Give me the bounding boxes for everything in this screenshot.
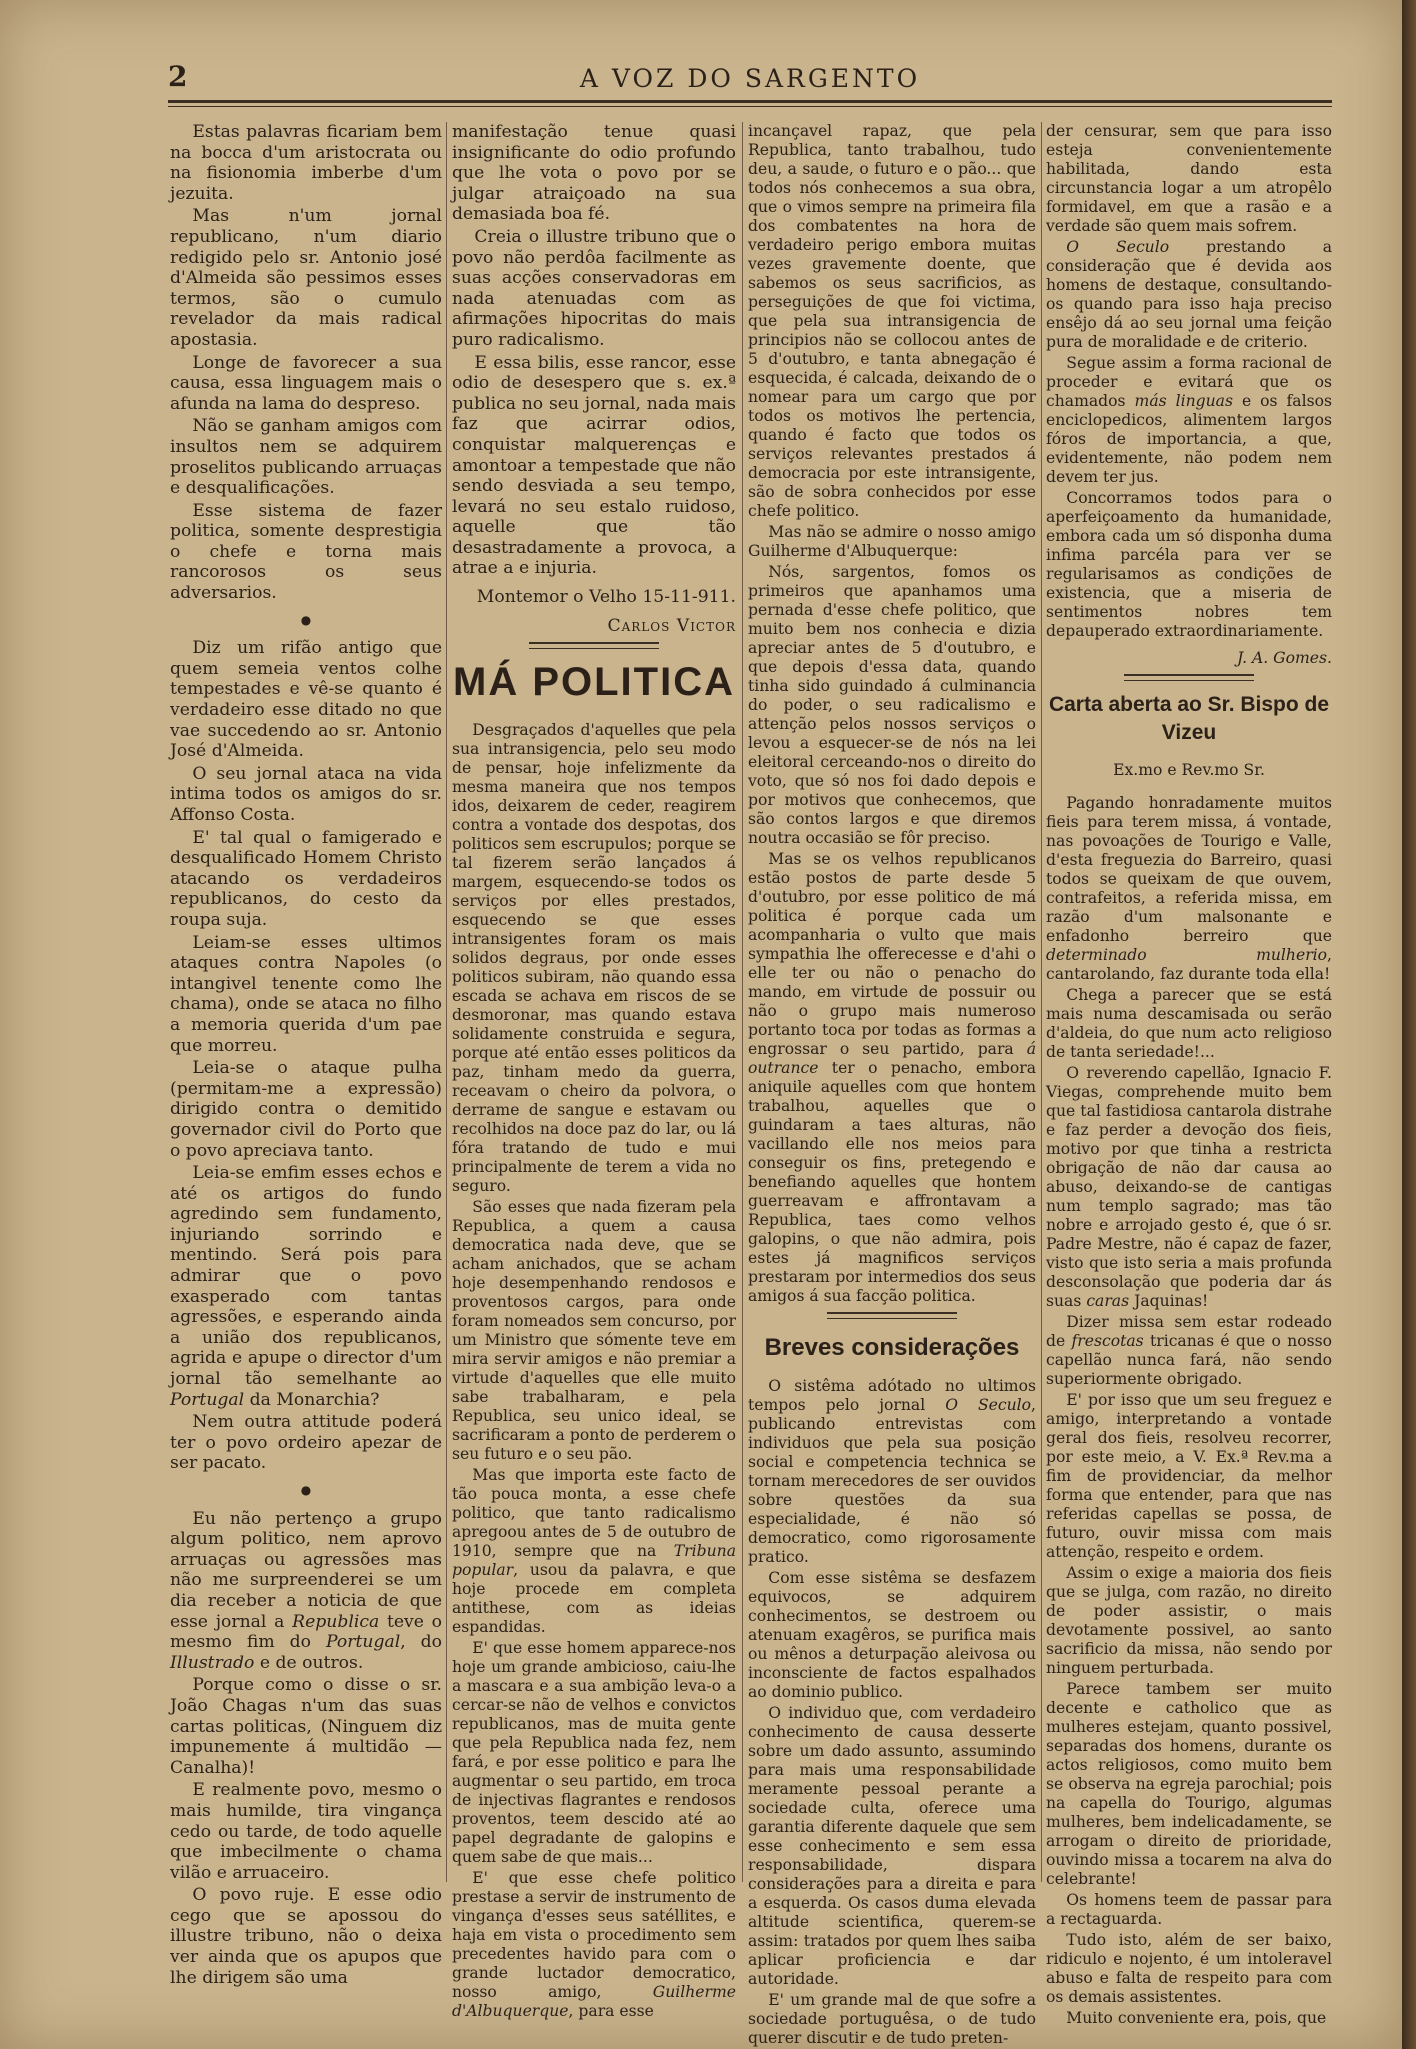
paragraph: Os homens teem de passar para a rectaguarda. [1046,1891,1332,1928]
paragraph: O individuo que, com verdadeiro conhecimento de causa desserte sobre um dado assunto, assumindo para mais uma responsabilidade meramente pessoal perante a sociedade culta, oferece uma garantia diferente daquele que sem esse conhecimento e sem essa responsabilidade, dispara considerações para a direita e para a esquerda. Os casos duma elevada altitude scientifica, querem-se assim: tratados por quem lhes saiba aplicar proficiencia e dar autoridade. [748,1704,1036,1988]
paragraph: São esses que nada fizeram pela Republica, a quem a causa democratica nada deve, que se acham anichados, que se acham hoje desempenhando rendosos e proventosos cargos, para onde foram nomeados sem concurso, por um Ministro que sómente teve em mira servir amigos e não premiar a virtude d'aquelles que elle muito sabe trabalharam, e pela Republica, seu unico ideal, se sacrificaram a ponto de perderem o seu futuro e o seu pão. [452,1198,736,1464]
paragraph: O reverendo capellão, Ignacio F. Viegas, comprehende muito bem que tal fastidiosa cantarola distrahe e faz perder a devoção dos fieis, motivo por que tinha a restricta obrigação de não dar causa ao abuso, deixando-se de cantigas num templo sagrado; mas tão nobre e arrojado gesto é, que ó sr. Padre Mestre, não é capaz de fazer, visto que isto seria a mais profunda desconsolação que poderia dar ás suas caras Jaquinas! [1046,1064,1332,1310]
page-header [168,58,1332,98]
paragraph: Concorramos todos para o aperfeiçoamento da humanidade, embora cada um só disponha duma infima parcéla para ver se regularisamos as condições de existencia, que a miseria de sentimentos nobres tem depauperado extraordinariamente. [1046,489,1332,640]
paragraph: incançavel rapaz, que pela Republica, tanto trabalhou, tudo deu, a saude, o futuro e o pão... que todos nós conhecemos a sua obra, que o vimos sempre na primeira fila dos combatentes na hora de verdadeiro perigo embora muitas vezes gravemente doente, que sabemos os seus sacrificios, as perseguições de que foi victima, que pela sua intransigencia de principios não se collocou antes de 5 d'outubro, e tanta abnegação é esquecida, é calcada, deixando de o nomear para um cargo que por todos os motivos lhe pertencia, quando é facto que todos os serviços relevantes prestados á democracia por este intransigente, são de sobra conhecidos por esse chefe politico. [748,122,1036,520]
paragraph: E' que esse chefe politico prestase a servir de instrumento de vingança d'esses seus satéllites, e haja em vista o procedimento sem precedentes havido para com o grande luctador democratico, nosso amigo, Guilherme d'Albuquerque, para esse [452,1869,736,2021]
paragraph: Nem outra attitude poderá ter o povo ordeiro apezar de ser pacato. [170,1412,442,1474]
paragraph: Leia-se o ataque pulha (permitam-me a expressão) dirigido contra o demitido governador civil do Porto que o povo apreciava tanto. [170,1058,442,1161]
paragraph: Parece tambem ser muito decente e catholico que as mulheres estejam, quanto possivel, separadas dos homens, durante os actos religiosos, como muito bem se observa na egreja parochial; pois na capella do Tourigo, algumas mulheres, bem indelicadamente, se arrogam o direito de prioridade, ouvindo missa a tocarem na alva do celebrante! [1046,1680,1332,1888]
paragraph: Esse sistema de fazer politica, somente desprestigia o chefe e torna mais rancorosos os seus adversarios. [170,500,442,604]
binding-edge [1402,0,1416,2049]
paragraph: O sistêma adótado no ultimos tempos pelo jornal O Seculo, publicando entrevistas com individuos que pela sua posição social e competencia technica se tornam merecedores de ser ouvidos sobre questões da sua especialidade, é não só democratico, como rigorosamente pratico. [748,1377,1036,1566]
ornament-rule [1124,674,1254,681]
column-2 [452,122,736,2021]
section-dot: ● [300,1483,312,1497]
paragraph: Creia o illustre tribuno que o povo não perdôa facilmente as suas acções conservadoras em nada atenuadas com as afirmações hipocritas do mais puro radicalismo. [452,226,736,350]
masthead-title: A VOZ DO SARGENTO [579,64,921,93]
paragraph: O Seculo prestando a consideração que é devida aos homens de destaque, consultando-os quando para isso haja preciso ensêjo dá ao seu jornal uma feição pura de moralidade e de criterio. [1046,238,1332,351]
paragraph: E realmente povo, mesmo o mais humilde, tira vingança cedo ou tarde, de todo aquelle que imbecilmente o chama vilão e arruaceiro. [170,1780,442,1883]
paragraph: Longe de favorecer a sua causa, essa linguagem mais o afunda na lama do despreso. [170,352,442,414]
article-author: Carlos Victor [607,615,736,636]
paragraph: Eu não pertenço a grupo algum politico, nem aprovo arruaças ou agressões mas não me surpreenderei se um dia receber a noticia de que esse jornal a Republica teve o mesmo fim do Portugal, do Illustrado e de outros. [170,1508,442,1673]
salutation: Ex.mo e Rev.mo Sr. [1113,761,1265,779]
paragraph: Mas que importa este facto de tão pouca monta, a esse chefe politico, que tanto radicalismo apregoou antes de 5 de outubro de 1910, sempre que na Tribuna popular, usou da palavra, e que hoje procede em completa antithese, com as ideias espandidas. [452,1466,736,1637]
paragraph: manifestação tenue quasi insignificante do odio profundo que lhe vota o povo por se julgar atraiçoado na sua demasiada boa fé. [452,122,736,225]
paragraph: Muito conveniente era, pois, que [1066,2009,1327,2027]
paragraph: Nós, sargentos, fomos os primeiros que apanhamos uma pernada d'esse chefe politico, que muito bem nos conhecia e dizia apreciar antes de 5 d'outubro, e que depois d'essa data, quando tinha sido guindado á culminancia do poder, o seu radicalismo e attenção pelos nossos serviços o levou a esquecer-se de nós na lei eleitoral cerceando-nos o direito do voto, que só nos foi dado depois e por motivos que conhecemos, que são contos largos e que diremos noutra occasião se fôr preciso. [748,563,1036,847]
paragraph: Dizer missa sem estar rodeado de frescotas tricanas é que o nosso capellão nunca fará, não sendo superiormente obrigado. [1046,1313,1333,1388]
column-4 [1046,122,1333,2027]
paragraph: Porque como o disse o sr. João Chagas n'um das suas cartas politicas, (Ninguem diz impunemente á multidão — Canalha)! [170,1675,442,1778]
paragraph: der censurar, sem que para isso esteja convenientemente habilitada, dando esta circunstancia logar a um atropêlo formidavel, em que a rasão e a verdade são quem mais sofrem. [1046,122,1332,235]
header-rule-thin [168,106,1332,107]
article-subhead: Breves considerações [764,1334,1020,1361]
paragraph: Mas não se admire o nosso amigo Guilherme d'Albuquerque: [748,523,1036,560]
article-headline: MÁ POLITICA [453,660,735,705]
column-divider [446,122,447,1882]
paragraph: O povo ruje. E esse odio cego que se apossou do illustre tribuno, não o deixa ver ainda que os apupos que lhe dirigem são uma [170,1885,442,1988]
paragraph: E' tal qual o famigerado e desqualificado Homem Christo atacando os verdadeiros republicanos, do cesto da roupa suja. [170,827,442,930]
column-divider [1041,122,1042,1882]
article-author: J. A. Gomes. [1237,649,1332,667]
paragraph: Com esse sistêma se desfazem equivocos, se adquirem conhecimentos, se destroem ou atenuam exagêros, se purifica mais ou mênos a deturpação aleivosa ou inconsciente de factos espalhados ao dominio publico. [748,1569,1036,1701]
article-subhead: Carta aberta ao Sr. Bispo de Vizeu [1048,693,1330,744]
ornament-rule [827,1312,957,1319]
paragraph: Diz um rifão antigo que quem semeia ventos colhe tempestades e vê-se quanto é verdadeiro esse ditado no que vae succedendo ao sr. Antonio José d'Almeida. [170,638,442,762]
paragraph: Desgraçados d'aquelles que pela sua intransigencia, pelo seu modo de pensar, hoje infelizmente da mesma maneira que nos tempos idos, deixarem de ceder, reagirem contra a vontade dos despotas, dos politicos sem escrupulos; porque se tal fizerem serão lançados á margem, esquecendo-se todos os serviços por elles prestados, esquecendo se que esses intransigentes foram os mais solidos degraus, por onde esses politicos subiram, não quando essa escada se achava em riscos de se desmoronar, mas quando estava solidamente construida e segura, porque até então esses politicos da paz, tinham medo da guerra, receavam o cheiro da polvora, o derrame de sangue e estavam ou recolhidos na doce paz do lar, ou lá fóra tratando de tudo e mui principalmente de terem a vida no seguro. [452,721,736,1196]
paragraph: Mas n'um jornal republicano, n'um diario redigido pelo sr. Antonio josé d'Almeida são pessimos esses termos, são o cumulo revelador da mais radical apostasia. [170,206,442,350]
header-rule [168,100,1332,103]
paragraph: Pagando honradamente muitos fieis para terem missa, á vontade, nas povoações de Tourigo e Valle, d'esta freguezia do Barreiro, quasi todos se queixam de que ouvem, contrafeitos, a referida missa, em razão d'um malsonante e enfadonho berreiro que determinado mulherio, cantarolando, faz durante toda ella! [1046,794,1332,983]
paragraph: E essa bilis, esse rancor, esse odio de desespero que s. ex.ª publica no seu jornal, nada mais faz que acirrar odios, conquistar malquerenças e amontoar a tempestade que não sendo desviada a seu tempo, levará no seu estalo ruidoso, aquelle que tão desastradamente a provoca, a atrae a e injuria. [452,352,736,579]
column-1 [170,122,442,1988]
paragraph: Leiam-se esses ultimos ataques contra Napoles (o intangivel tenente como lhe chama), onde se ataca no filho a memoria querida d'um pae que morreu. [170,932,442,1056]
paragraph: Assim o exige a maioria dos fieis que se julga, com razão, no direito de poder assistir, o mais devotamente possivel, ao santo sacrificio da missa, não sendo por ninguem perturbada. [1046,1564,1332,1677]
paragraph: E' um grande mal de que sofre a sociedade portuguêsa, o de tudo querer discutir e de tudo preten- [748,1991,1036,2047]
ornament-rule [529,642,659,649]
paragraph: E' por isso que um seu freguez e amigo, interpretando a vontade geral dos fieis, resolveu recorrer, por este meio, a V. Ex.ª Rev.ma a fim de providenciar, da melhor forma que entender, para que nas referidas capellas se possa, de futuro, ouvir missa com mais attenção, respeito e ordem. [1046,1391,1332,1561]
paragraph: Segue assim a forma racional de proceder e evitará que os chamados más linguas e os falsos enciclopedicos, alimentem largos fóros de importancia, a que, evidentemente, não podem nem devem ter jus. [1046,354,1332,486]
paragraph: O seu jornal ataca na vida intima todos os amigos do sr. Affonso Costa. [170,763,442,825]
column-3 [748,122,1036,2047]
paragraph: Leia-se emfim esses echos e até os artigos do fundo agredindo sem fundamento, injuriando sorrindo e mentindo. Será pois para admirar que o povo exasperado com tantas agressões, e esperando ainda a união dos republicanos, agrida e apupe o director d'um jornal tão semelhante ao Portugal da Monarchia? [170,1163,442,1410]
paragraph: Mas se os velhos republicanos estão postos de parte desde 5 d'outubro, por esse politico de má politica é porque cada um acompanharia o vulto que mais sympathia lhe offerecesse e d'ahi o elle ter ou não o penacho do mando, em virtude de possuir ou não o grupo mais numeroso portanto toca por todas as formas a engrossar o seu partido, para á outrance ter o penacho, embora aniquile aquelles com que hontem trabalhou, aquelles que o guindaram a taes alturas, não vacillando elle nos meios para conseguir os fins, pretegendo e benefiando aquelles que hontem guerreavam e affrontavam a Republica, taes como velhos galopins, o que não admira, pois estes já magnificos serviços prestaram por intermedios dos seus amigos á sua facção politica. [748,850,1036,1305]
page-number: 2 [168,60,188,93]
section-dot: ● [300,612,312,627]
place-date: Montemor o Velho 15-11-911. [476,587,736,608]
column-divider [742,122,743,1882]
paragraph: Chega a parecer que se está mais numa descamisada ou serão d'aldeia, do que num acto religioso de tanta seriedade!... [1046,986,1332,1061]
paragraph: E' que esse homem apparece-nos hoje um grande ambicioso, caiu-lhe a mascara e a sua ambição leva-o a cercar-se não de velhos e convictos republicanos, mas de muita gente que pela Republica nada fez, nem fará, e por esse politico e para lhe augmentar o seu partido, em troca de injectivas flagrantes e rendosos proventos, teem descido até ao papel degradante de galopins e quem sabe de que mais... [452,1639,736,1867]
paragraph: Tudo isto, além de ser baixo, ridiculo e nojento, é um intoleravel abuso e falta de respeito para com os demais assistentes. [1046,1931,1332,2006]
paragraph: Não se ganham amigos com insultos nem se adquirem proselitos publicando arruaças e desqualificações. [170,416,442,499]
paragraph: Estas palavras ficariam bem na bocca d'um aristocrata ou na fisionomia imberbe d'um jezuita. [170,122,442,204]
